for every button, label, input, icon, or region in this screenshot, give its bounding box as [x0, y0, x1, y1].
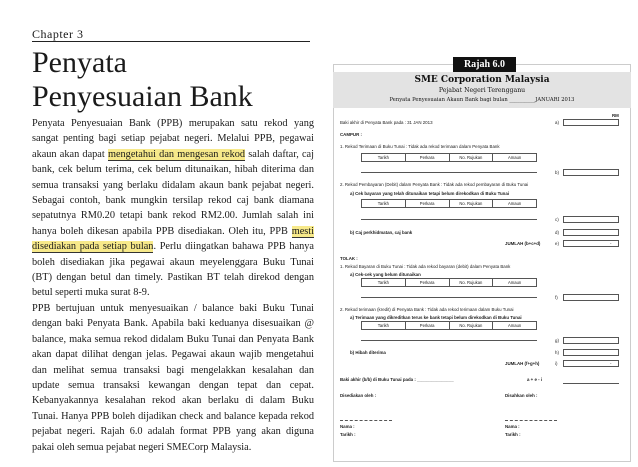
campur-2a: a) Cek bayaran yang telah ditunaikan tetapi belum direkodkan di Buku Tunai [350, 191, 509, 196]
campur-2: 2. Rekod Pembayaran (Debit) dalam Penyata Bank : Tidak ada rekod pembayaran di Buku Tunai [340, 182, 529, 187]
col-tarikh: Tarikh [362, 322, 406, 329]
tolak-1a: a) Cek-cek yang belum ditunaikan [350, 272, 421, 277]
col-amaun: Amaun [507, 323, 522, 328]
baki-awal: Baki akhir di Penyata Bank pada : 31 JAN 2013 [340, 120, 433, 125]
letter-g: g) [555, 338, 559, 343]
campur-label: CAMPUR : [340, 132, 362, 137]
amount-a [563, 119, 619, 126]
amount-h [563, 349, 619, 356]
figure-office: Pejabat Negeri Terengganu [438, 87, 526, 94]
highlight-2: mesti disediakan pada setiap bulan [32, 225, 314, 253]
col-rujukan: No. Rujukan [450, 279, 494, 286]
sign-line-left [340, 420, 392, 421]
letter-a: a) [555, 120, 559, 125]
col-amaun: Amaun [507, 155, 522, 160]
table-t2 [361, 321, 537, 330]
chapter-rule [32, 41, 310, 42]
col-rujukan: No. Rujukan [450, 322, 494, 329]
sign-line-right [505, 420, 557, 421]
table-t1 [361, 278, 537, 287]
campur-2b: b) Caj perkhidmatan, caj bank [350, 230, 413, 235]
paragraph-2: PPB bertujuan untuk menyesuaikan / balance baki Buku Tunai dengan baki Penyata Bank. Apabila baki keduanya disesuaikan @ balance, maka semua rekod didalam Buku Tunai dan Penyata Bank akan dapat dilihat dengan jelas. Pegawai akaun wajib mengetahui dan melihat semua transaksi bagi mengelakkan kesalahan dan update semua transaksi kewangan dengan tepat dan cepat. Kebanyakannya kesalahan rekod akan berlaku di dalam Buku Tunai. Hanya PPB boleh dijadikan check and balance kepada rekod pejabat negeri. Rajah 6.0 adalah format PPB yang akan diguna pakai oleh semua pejabat negeri SMECorp Malaysia. [32, 303, 314, 453]
letter-h: h) [555, 350, 559, 355]
letter-c: c) [555, 217, 559, 222]
letter-d: d) [555, 230, 559, 235]
tarikh-right: Tarikh : [505, 432, 521, 437]
tolak-2b: b) Hibah diterima [350, 350, 386, 355]
table-c2-bottom [361, 219, 537, 220]
highlight-1: mengetahui dan mengesan rekod [107, 148, 246, 160]
table-t1-bottom [361, 297, 537, 298]
tolak-2a: a) Terimaan yang dikreditkan terus ke bank tetapi belum direkodkan di Buku Tunai [350, 315, 522, 320]
chapter-label: Chapter 3 [32, 27, 84, 41]
formula: a + e - i [527, 377, 543, 382]
tolak-1: 1. Rekod Bayaran di Buku Tunai : Tidak ada rekod bayaran (debit) dalam Penyata Bank [340, 264, 511, 269]
disemak-label: Disahkan oleh : [505, 393, 538, 398]
nama-right: Nama : [505, 424, 520, 429]
paragraph-1 [32, 116, 314, 301]
col-tarikh: Tarikh [362, 154, 406, 161]
baki-akhir: Baki akhir (b/b) di Buku Tunai pada : _______________ [340, 377, 454, 382]
col-perkara: Perkara [406, 279, 450, 286]
col-tarikh: Tarikh [362, 279, 406, 286]
campur-1: 1. Rekod Terimaan di Buku Tunai : Tidak ada rekod terimaan dalam Penyata Bank [340, 144, 500, 149]
tolak-2: 2. Rekod terimaan (kredit) di Penyata Bank : Tidak ada rekod terimaan dalam Buku Tunai [340, 307, 514, 312]
title-line-1: Penyata [32, 46, 127, 79]
table-c1 [361, 153, 537, 162]
letter-e: e) [555, 241, 559, 246]
para1-text-a: Penyata Penyesuaian Bank (PPB) merupakan satu rekod yang sangat penting bagi setiap pejabat negeri. Melalui PPB, pegawai akaun akan dapat [32, 118, 314, 160]
amount-d [563, 229, 619, 236]
disedia-label: Disediakan oleh : [340, 393, 377, 398]
jumlah-2: JUMLAH (f+g+h) [505, 361, 540, 366]
para1-text-b: salah daftar, caj bank, cek belum terima, cek belum ditunaikan, hibah diterima dan semua transaksi yang berlaku didalam akaun bank pejabat negeri. Sebagai contoh, bank mungkin tersilap rekod caj bank diamana sepatutnya RM0.20 tetapi bank rekod RM2.00. Jumlah salah ini hanya boleh dikesan apabila PPB disediakan. Oleh itu, PPB [32, 148, 314, 237]
rm-label: RM [612, 113, 619, 118]
col-rujukan: No. Rujukan [450, 154, 494, 161]
tolak-label: TOLAK : [340, 256, 358, 261]
table-c2 [361, 199, 537, 208]
col-perkara: Perkara [406, 200, 450, 207]
col-amaun: Amaun [507, 201, 522, 206]
page-title [32, 46, 253, 114]
tarikh-left: Tarikh : [340, 432, 356, 437]
table-t2-bottom [361, 340, 537, 341]
figure-subtitle: Penyata Penyesuaian Akaun Bank bagi bulan __________JANUARI 2013 [389, 97, 575, 103]
title-line-2: Penyesuaian Bank [32, 80, 253, 113]
letter-b: b) [555, 170, 559, 175]
table-c1-bottom [361, 172, 537, 173]
dash-i: - [610, 361, 612, 366]
amount-b [563, 169, 619, 176]
rajah-badge: Rajah 6.0 [453, 57, 516, 72]
nama-left: Nama : [340, 424, 355, 429]
col-tarikh: Tarikh [362, 200, 406, 207]
amount-c [563, 216, 619, 223]
para1-text-c: . Perlu diingatkan bahawa PPB hanya boleh disediakan jika pegawai akaun meyelenggara Buku Tunai (BT) dengan betul dan timely. Pastikan BT telah direkod dengan betul seperti muka surat 8-9. [32, 241, 315, 299]
letter-f: f) [555, 295, 558, 300]
col-amaun: Amaun [507, 280, 522, 285]
amount-f [563, 294, 619, 301]
amount-g [563, 337, 619, 344]
final-amount-line [563, 383, 619, 384]
col-perkara: Perkara [406, 154, 450, 161]
letter-i: i) [555, 361, 558, 366]
jumlah-1: JUMLAH (b+c+d) [505, 241, 541, 246]
dash-e: - [610, 241, 612, 246]
col-rujukan: No. Rujukan [450, 200, 494, 207]
col-perkara: Perkara [406, 322, 450, 329]
figure-org: SME Corporation Malaysia [414, 75, 550, 85]
